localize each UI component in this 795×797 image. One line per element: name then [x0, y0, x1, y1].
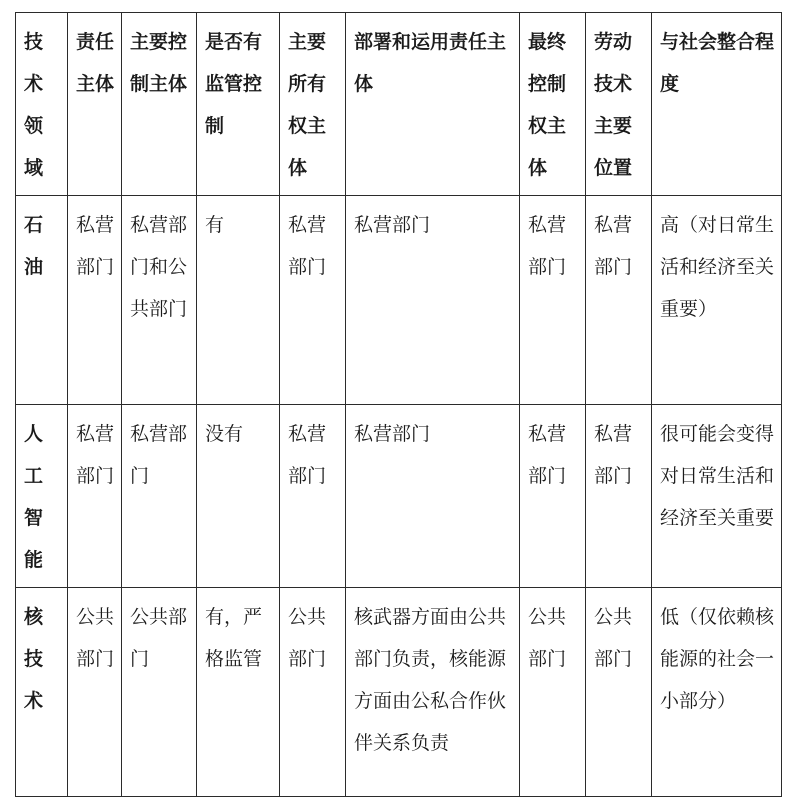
table-cell: 公共部门	[280, 588, 346, 797]
table-cell: 私营部门	[586, 196, 652, 405]
table-row-oil	[16, 196, 782, 405]
comparison-table-container	[15, 12, 782, 797]
table-cell: 公共部门	[122, 588, 197, 797]
table-cell: 很可能会变得对日常生活和经济至关重要	[652, 405, 782, 588]
table-cell: 高（对日常生活和经济至关重要）	[652, 196, 782, 405]
header-cell-social-integration: 与社会整合程度	[652, 13, 782, 196]
table-cell: 私营部门	[520, 196, 586, 405]
table-row-ai	[16, 405, 782, 588]
table-cell: 公共部门	[586, 588, 652, 797]
row-label-cell: 石油	[16, 196, 68, 405]
table-cell: 有	[197, 196, 280, 405]
header-row	[16, 13, 782, 196]
table-cell: 私营部门	[520, 405, 586, 588]
row-label-cell: 核技术	[16, 588, 68, 797]
technology-governance-table	[15, 12, 782, 797]
table-cell: 私营部门	[122, 405, 197, 588]
table-cell: 低（仅依赖核能源的社会一小部分）	[652, 588, 782, 797]
header-cell-labor-location: 劳动技术主要位置	[586, 13, 652, 196]
table-cell: 私营部门	[346, 196, 520, 405]
header-cell-responsible-party: 责任主体	[68, 13, 122, 196]
table-cell: 核武器方面由公共部门负责，核能源方面由公私合作伙伴关系负责	[346, 588, 520, 797]
table-cell: 私营部门	[68, 196, 122, 405]
table-cell: 私营部门	[346, 405, 520, 588]
table-cell: 私营部门	[586, 405, 652, 588]
header-cell-ultimate-controller: 最终控制权主体	[520, 13, 586, 196]
table-cell: 公共部门	[520, 588, 586, 797]
table-cell: 公共部门	[68, 588, 122, 797]
table-cell: 没有	[197, 405, 280, 588]
table-cell: 私营部门	[280, 196, 346, 405]
table-row-nuclear	[16, 588, 782, 797]
table-cell: 私营部门和公共部门	[122, 196, 197, 405]
table-cell: 有，严格监管	[197, 588, 280, 797]
table-cell: 私营部门	[68, 405, 122, 588]
row-label-cell: 人工智能	[16, 405, 68, 588]
header-cell-main-controller: 主要控制主体	[122, 13, 197, 196]
header-cell-deployment-responsibility: 部署和运用责任主体	[346, 13, 520, 196]
header-cell-main-owner: 主要所有权主体	[280, 13, 346, 196]
header-cell-tech-field: 技术领域	[16, 13, 68, 196]
header-cell-regulatory-control: 是否有监管控制	[197, 13, 280, 196]
table-cell: 私营部门	[280, 405, 346, 588]
